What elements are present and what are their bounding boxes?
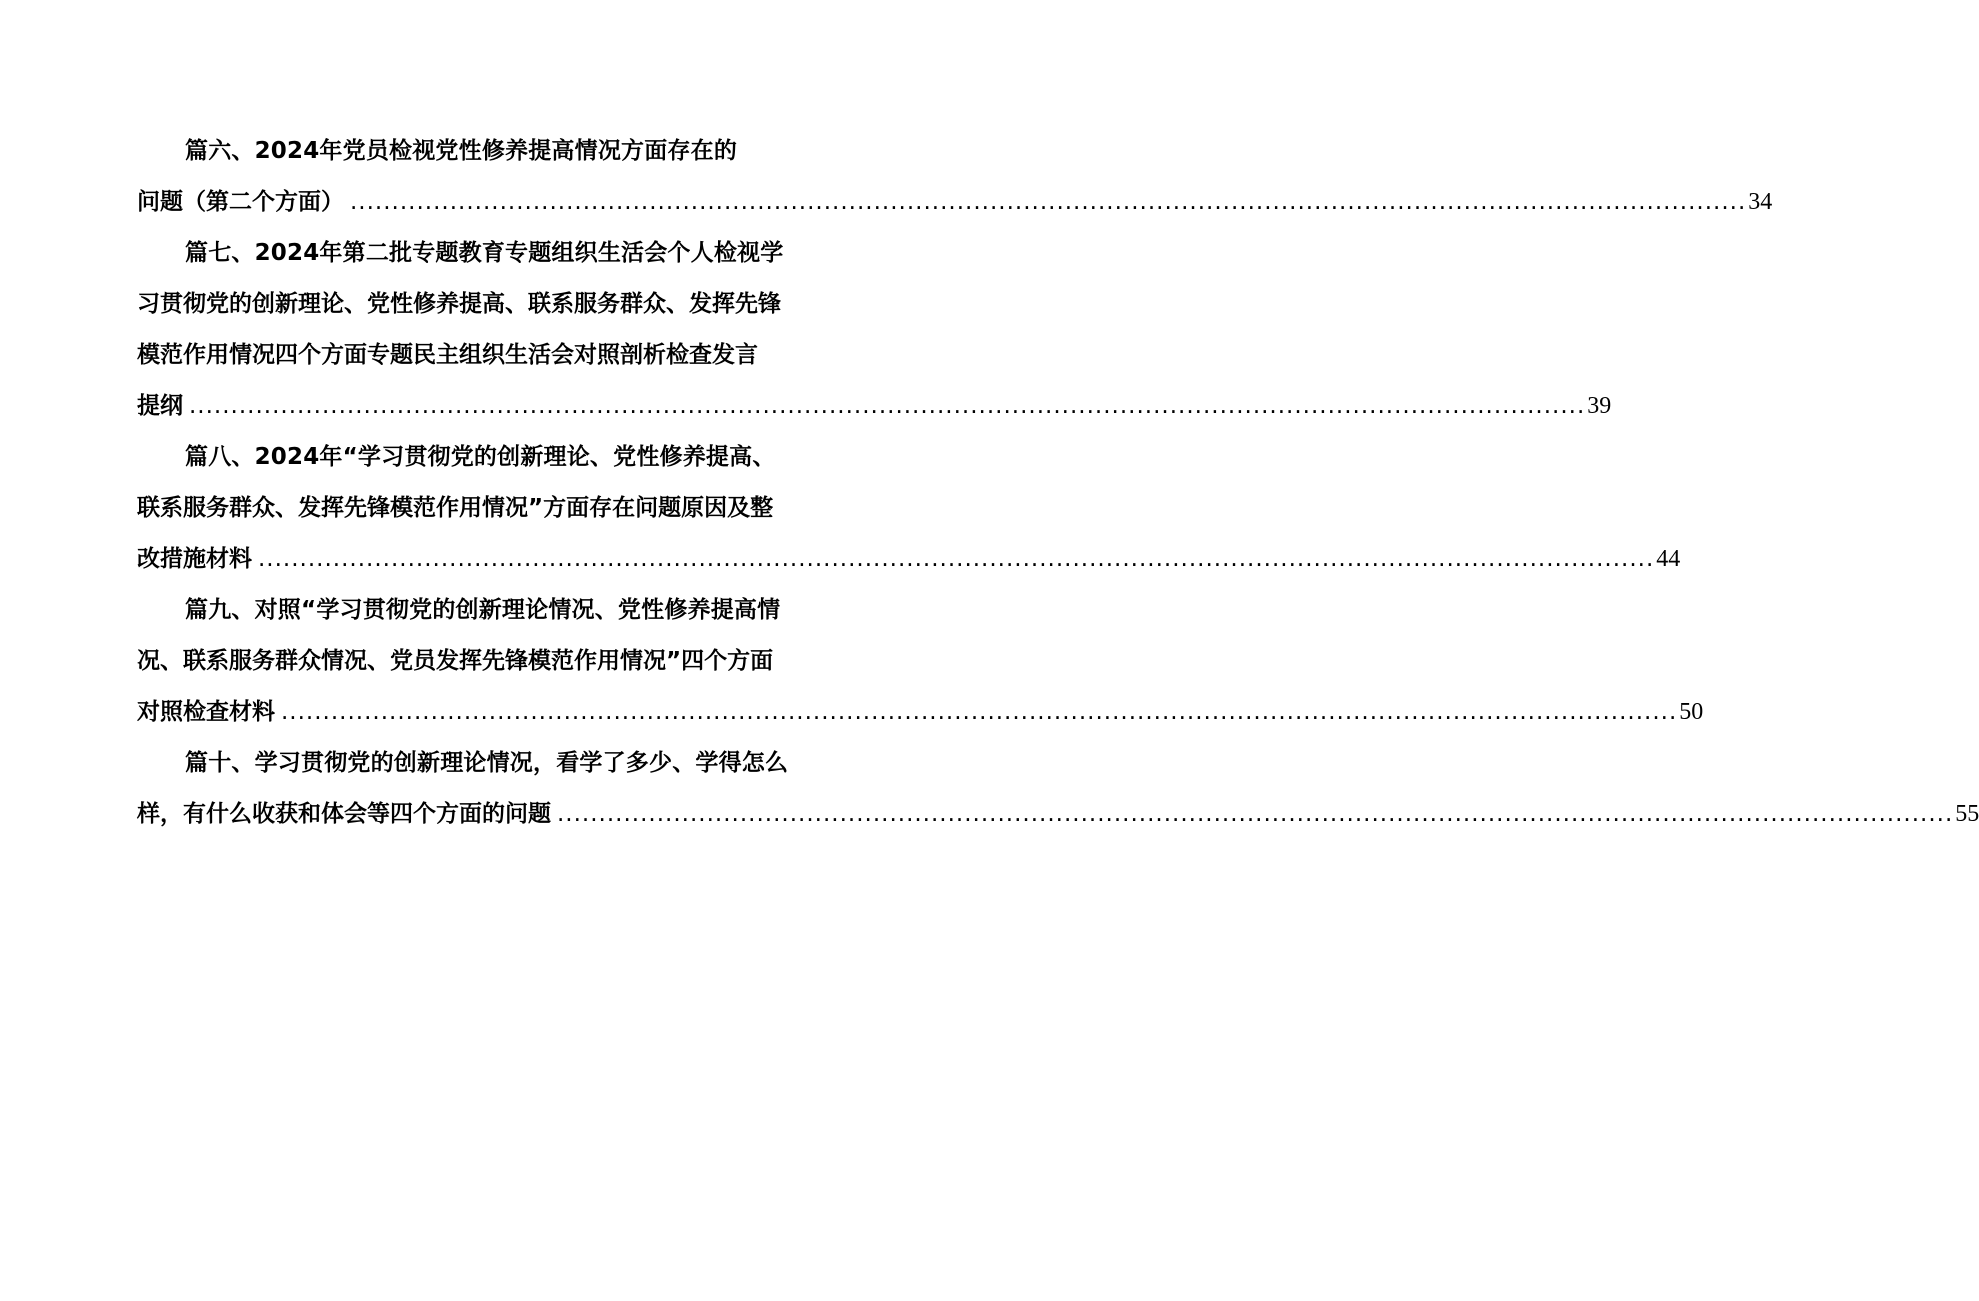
dot-leader: ........................................................................................................................................................................ [189, 393, 1586, 419]
toc-leader-line [137, 789, 1979, 840]
toc-entry-title: 篇八、2024年“学习贯彻党的创新理论、党性修养提高、 [185, 444, 776, 470]
toc-entry-line [137, 738, 789, 789]
toc-entry-title-end: 提纲 [137, 393, 183, 419]
toc-entry-line [137, 228, 785, 279]
toc-entry-title-end: 改措施材料 [137, 546, 252, 572]
toc-entry-line [137, 126, 785, 177]
dot-leader: ........................................................................................................................................................................ [557, 801, 1954, 827]
toc-entry-9[interactable] [137, 585, 1704, 738]
toc-entry-line [137, 585, 785, 636]
toc-leader-line [137, 381, 1612, 432]
table-of-contents [137, 126, 1979, 840]
toc-entry-title-end: 样，有什么收获和体会等四个方面的问题 [137, 801, 551, 827]
toc-entry-line: 习贯彻党的创新理论、党性修养提高、联系服务群众、发挥先锋 [137, 291, 781, 317]
toc-entry-line: 况、联系服务群众情况、党员发挥先锋模范作用情况”四个方面 [137, 648, 774, 674]
toc-leader-line [137, 534, 1681, 585]
toc-page-number: 55 [1955, 801, 1979, 827]
toc-entry-6[interactable] [137, 126, 1773, 228]
toc-entry-title: 篇十、学习贯彻党的创新理论情况，看学了多少、学得怎么 [185, 750, 789, 776]
toc-page-number: 34 [1748, 189, 1773, 215]
toc-entry-title-end: 对照检查材料 [137, 699, 275, 725]
toc-page-number: 39 [1587, 393, 1612, 419]
toc-page-number: 50 [1679, 699, 1704, 725]
toc-entry-title-end: 问题（第二个方面） [137, 189, 344, 215]
toc-entry-line: 模范作用情况四个方面专题民主组织生活会对照剖析检查发言 [137, 342, 758, 368]
toc-leader-line [137, 177, 1773, 228]
toc-page-number: 44 [1656, 546, 1681, 572]
toc-entry-title: 篇六、2024年党员检视党性修养提高情况方面存在的 [185, 138, 738, 164]
toc-entry-7[interactable] [137, 228, 1612, 432]
toc-entry-10[interactable] [137, 738, 1979, 840]
toc-entry-line [137, 432, 785, 483]
dot-leader: ........................................................................................................................................................................ [258, 546, 1655, 572]
dot-leader: ........................................................................................................................................................................ [281, 699, 1678, 725]
toc-entry-title: 篇七、2024年第二批专题教育专题组织生活会个人检视学 [185, 240, 784, 266]
toc-entry-title: 篇九、对照“学习贯彻党的创新理论情况、党性修养提高情 [185, 597, 781, 623]
toc-entry-line: 联系服务群众、发挥先锋模范作用情况”方面存在问题原因及整 [137, 495, 774, 521]
toc-entry-8[interactable] [137, 432, 1681, 585]
dot-leader: ........................................................................................................................................................................ [350, 189, 1747, 215]
toc-leader-line [137, 687, 1704, 738]
